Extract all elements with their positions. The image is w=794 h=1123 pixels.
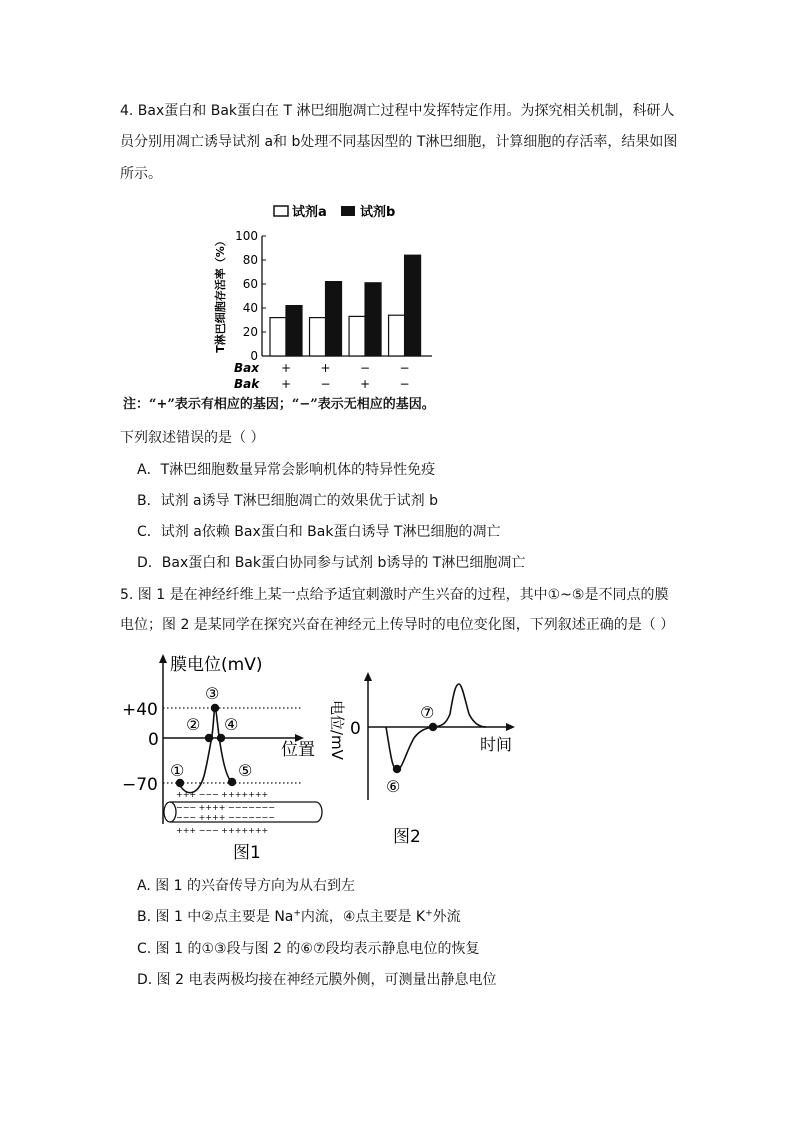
bar-reagent-b-1	[286, 306, 302, 356]
y-tick-label: 40	[242, 301, 258, 315]
bar-reagent-a-4	[389, 315, 405, 356]
fig1-point-5: ⑤	[238, 761, 253, 780]
q5-option-c: C. 图 1 的①③段与图 2 的⑥⑦段均表示静息电位的恢复	[137, 941, 480, 957]
y-tick-label: 20	[242, 325, 258, 339]
fig1-tick-0: 0	[148, 730, 159, 750]
charges-bot-outer: +++ −−− +++++++	[176, 826, 269, 835]
fig1-caption: 图1	[233, 843, 261, 863]
y-axis-label: T淋巴细胞存活率（%）	[214, 235, 227, 353]
fig1-tick-p40: +40	[122, 700, 158, 720]
y-arrow-icon	[159, 654, 167, 663]
y-tick-label: 60	[242, 277, 258, 291]
genotype-mark: +	[280, 377, 292, 391]
q4-stem-line-2: 员分别用凋亡诱导试剂 a和 b处理不同基因型的 T淋巴细胞，计算细胞的存活率，结果如图	[120, 134, 678, 150]
genotype-mark: +	[280, 361, 292, 375]
q4-option-d: D．Bax蛋白和 Bak蛋白协同参与试剂 b诱导的 T淋巴细胞凋亡	[137, 555, 526, 571]
genotype-mark: −	[360, 361, 371, 375]
q4-stem-line-3: 所示。	[120, 166, 162, 182]
y-tick-label: 100	[235, 229, 258, 243]
fig1-y-label: 膜电位(mV)	[170, 655, 263, 675]
y-tick-label: 80	[242, 253, 258, 267]
bar-reagent-b-2	[326, 282, 342, 356]
genotype-row-label: Bak	[234, 377, 260, 391]
q4-option-a: A．T淋巴细胞数量异常会影响机体的特异性免疫	[137, 462, 436, 478]
fig2-x-label: 时间	[480, 735, 513, 754]
fig2-point-7: ⑦	[420, 703, 435, 722]
fig2-y-label: 电位/mV	[328, 700, 346, 760]
fig1-x-label: 位置	[281, 740, 315, 760]
fig2-caption: 图2	[393, 827, 421, 847]
nerve-fiber-end	[164, 802, 176, 822]
q5-option-b: B. 图 1 中②点主要是 Na+内流，④点主要是 K+外流	[137, 908, 461, 925]
q4-option-c: C．试剂 a依赖 Bax蛋白和 Bak蛋白诱导 T淋巴细胞的凋亡	[137, 524, 501, 540]
q5-option-d: D. 图 2 电表两极均接在神经元膜外侧，可测量出静息电位	[137, 972, 497, 988]
q4-option-b: B．试剂 a诱导 T淋巴细胞凋亡的效果优于试剂 b	[137, 493, 438, 509]
legend-label-reagent-b: 试剂b	[360, 205, 396, 220]
bar-reagent-b-3	[365, 283, 381, 356]
genotype-mark: +	[360, 377, 371, 391]
chart-note: 注：“+”表示有相应的基因；“−”表示无相应的基因。	[123, 397, 435, 412]
bar-reagent-a-3	[349, 316, 365, 356]
q5-stem-line-1: 5. 图 1 是在神经纤维上某一点给予适宜刺激时产生兴奋的过程，其中①~⑤是不同点的膜	[120, 587, 669, 603]
charges-bot-inner: −−− ++++ −−−−−−−	[176, 813, 275, 822]
y-arrow-icon	[364, 672, 372, 681]
legend-label-reagent-a: 试剂a	[292, 205, 327, 220]
charges-top-outer: +++ −−− +++++++	[176, 790, 269, 799]
genotype-mark: +	[320, 361, 331, 375]
fig1-tick-m70: −70	[122, 775, 158, 795]
y-tick-label: 0	[250, 349, 258, 363]
survival-rate-bar-chart	[200, 196, 540, 396]
q4-prompt: 下列叙述错误的是（ ）	[120, 430, 265, 446]
bar-reagent-a-2	[310, 318, 326, 356]
fig1-point-1: ①	[170, 761, 185, 780]
figure-1-membrane-potential	[118, 648, 330, 870]
genotype-mark: −	[399, 377, 410, 391]
genotype-mark: −	[320, 377, 331, 391]
fig2-tick-0: 0	[350, 719, 361, 739]
bar-reagent-a-1	[270, 318, 286, 356]
q5-stem-line-2: 电位；图 2 是某同学在探究兴奋在神经元上传导时的电位变化图，下列叙述正确的是（ ）	[120, 617, 675, 633]
bar-reagent-b-4	[405, 255, 421, 356]
legend-swatch-reagent-b	[341, 206, 355, 216]
x-arrow-icon	[506, 723, 515, 731]
legend-swatch-reagent-a	[274, 206, 288, 216]
genotype-mark: −	[399, 361, 410, 375]
charges-top-inner: −−− ++++ −−−−−−−	[176, 803, 275, 812]
figure-2-potential-change	[328, 660, 528, 850]
q5-option-a: A. 图 1 的兴奋传导方向为从右到左	[137, 878, 356, 894]
genotype-row-label: Bax	[234, 361, 259, 375]
fig1-point-3: ③	[205, 684, 220, 703]
fig2-point-6: ⑥	[386, 777, 401, 796]
q4-stem-line-1: 4. Bax蛋白和 Bak蛋白在 T 淋巴细胞凋亡过程中发挥特定作用。为探究相关机制，科研人	[120, 103, 675, 119]
fig1-point-2: ②	[186, 715, 201, 734]
fig1-point-4: ④	[224, 715, 239, 734]
